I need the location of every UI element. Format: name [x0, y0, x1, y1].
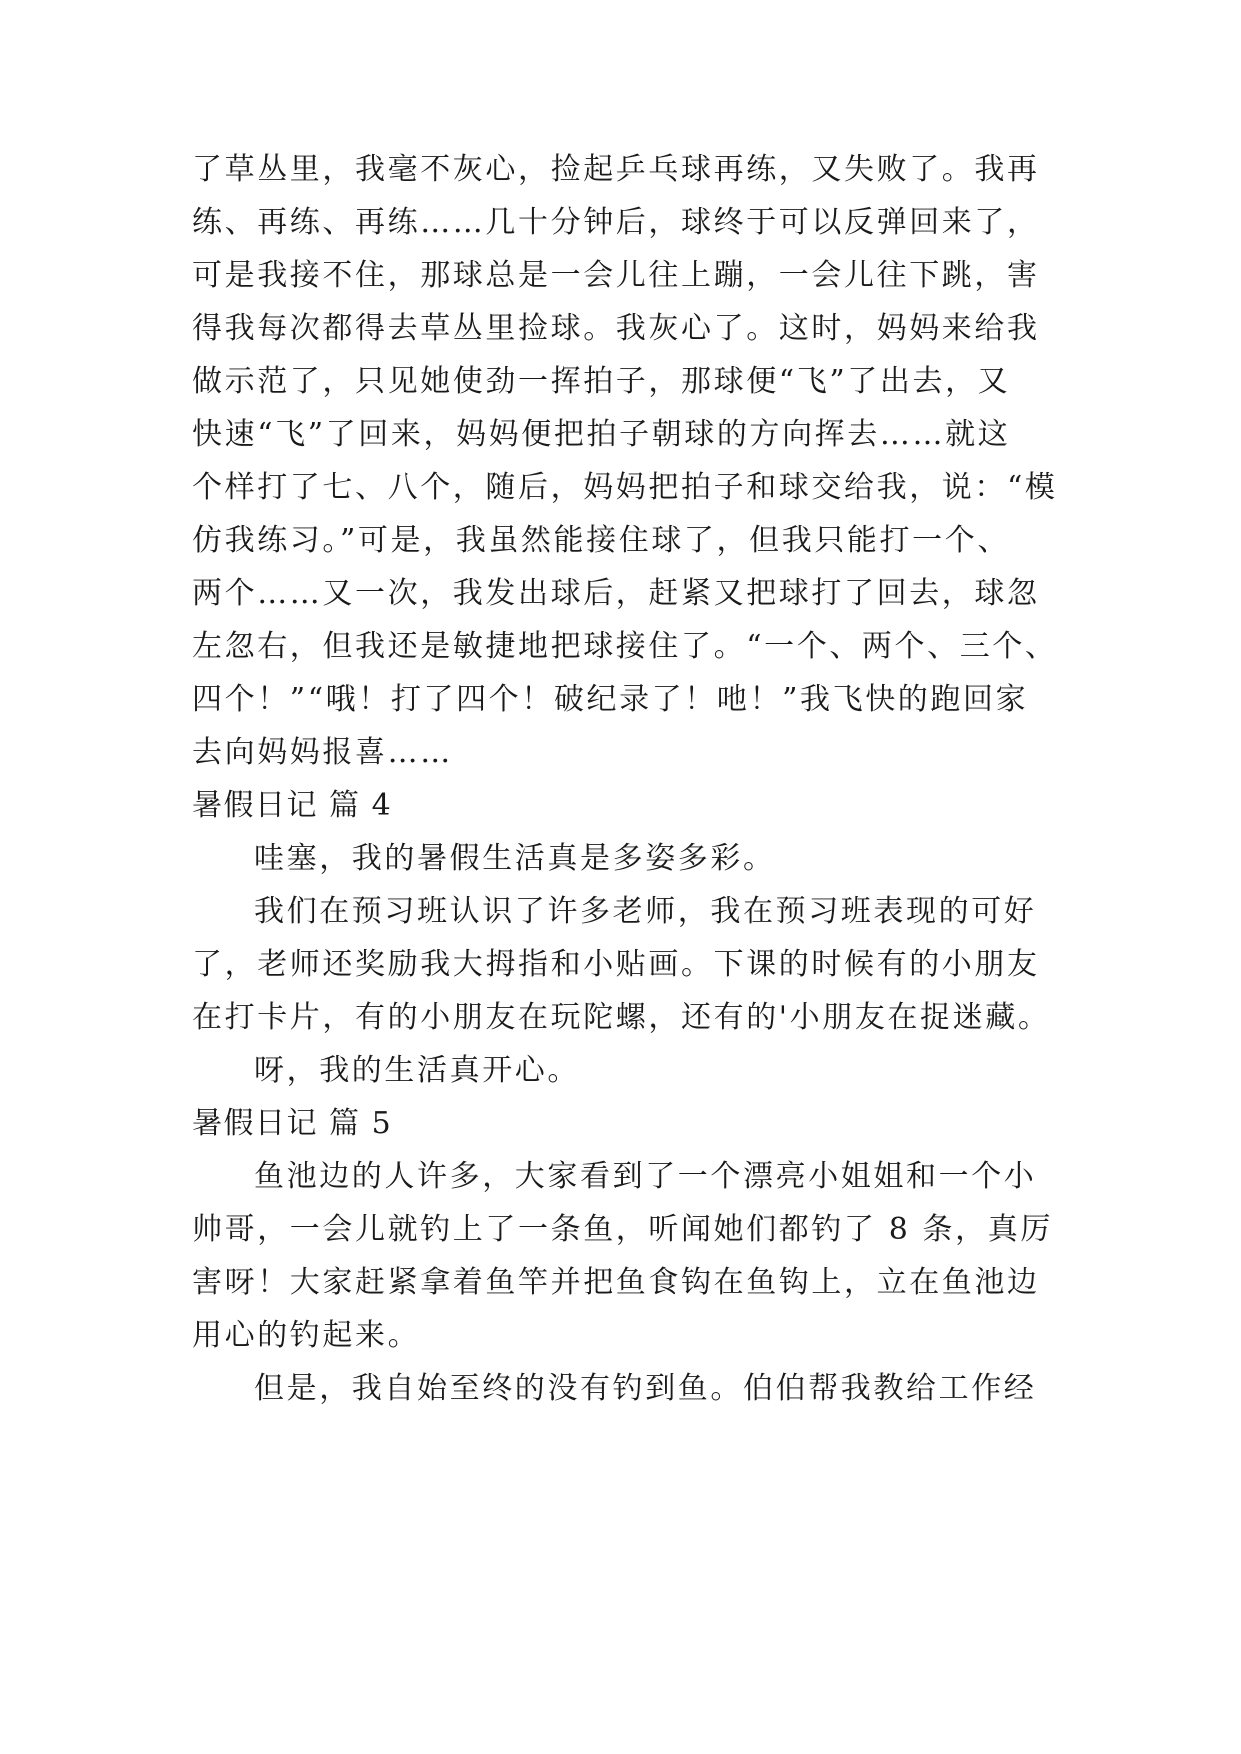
paragraph-line: 练、再练、再练……几十分钟后，球终于可以反弹回来了， — [192, 205, 1040, 240]
paragraph-line: 帅哥，一会儿就钓上了一条鱼，听闻她们都钓了 8 条，真厉 — [192, 1212, 1053, 1247]
paragraph-line: 可是我接不住，那球总是一会儿往上蹦，一会儿往下跳，害 — [192, 258, 1040, 293]
paragraph-line: 用心的钓起来。 — [192, 1318, 421, 1353]
paragraph-line: 哇塞，我的暑假生活真是多姿多彩。 — [254, 841, 776, 876]
paragraph-line: 左忽右，但我还是敏捷地把球接住了。“一个、两个、三个、 — [192, 629, 1058, 664]
section-heading: 暑假日记 篇 5 — [192, 1106, 393, 1141]
paragraph-line: 个样打了七、八个，随后，妈妈把拍子和球交给我，说：“模 — [192, 470, 1058, 505]
section-heading: 暑假日记 篇 4 — [192, 788, 393, 823]
paragraph-line: 去向妈妈报喜…… — [192, 735, 453, 770]
paragraph-line: 鱼池边的人许多，大家看到了一个漂亮小姐姐和一个小 — [254, 1159, 1037, 1194]
paragraph-line: 呀，我的生活真开心。 — [254, 1053, 580, 1088]
paragraph-line: 了草丛里，我毫不灰心，捡起乒乓球再练，又失败了。我再 — [192, 152, 1040, 187]
paragraph-line: 仿我练习。”可是，我虽然能接住球了，但我只能打一个、 — [192, 523, 1010, 558]
paragraph-line: 得我每次都得去草丛里捡球。我灰心了。这时，妈妈来给我 — [192, 311, 1040, 346]
paragraph-line: 害呀！大家赶紧拿着鱼竿并把鱼食钩在鱼钩上，立在鱼池边 — [192, 1265, 1040, 1300]
paragraph-line: 做示范了，只见她使劲一挥拍子，那球便“飞”了出去，又 — [192, 364, 1011, 399]
paragraph-line: 但是，我自始至终的没有钓到鱼。伯伯帮我教给工作经 — [254, 1371, 1037, 1406]
paragraph-line: 了，老师还奖励我大拇指和小贴画。下课的时候有的小朋友 — [192, 947, 1040, 982]
paragraph-line: 快速“飞”了回来，妈妈便把拍子朝球的方向挥去……就这 — [192, 417, 1011, 452]
paragraph-line: 在打卡片，有的小朋友在玩陀螺，还有的'小朋友在捉迷藏。 — [192, 1000, 1051, 1035]
paragraph-line: 我们在预习班认识了许多老师，我在预习班表现的可好 — [254, 894, 1037, 929]
paragraph-line: 四个！”“哦！打了四个！破纪录了！吔！”我飞快的跑回家 — [192, 682, 1029, 717]
paragraph-line: 两个……又一次，我发出球后，赶紧又把球打了回去，球忽 — [192, 576, 1040, 611]
